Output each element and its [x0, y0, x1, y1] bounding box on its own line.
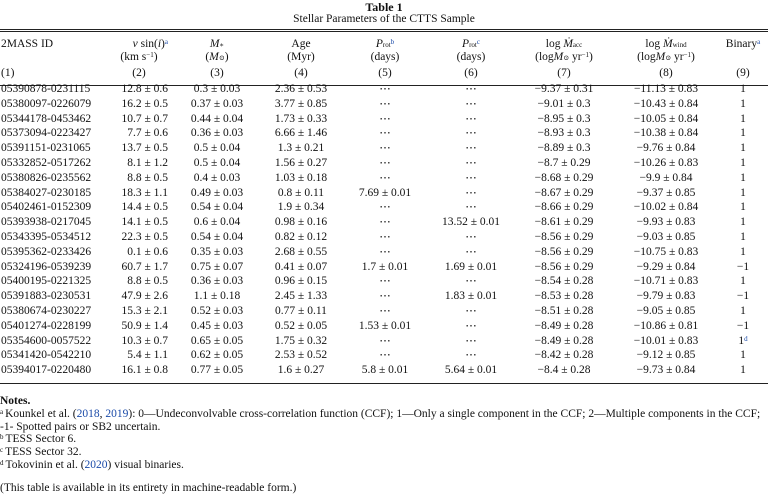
- table-cell: 1.73 ± 0.33: [274, 112, 328, 125]
- table-cell: −10.02 ± 0.84: [633, 201, 699, 214]
- table-cell: ⋯: [465, 230, 477, 243]
- col-number: (8): [659, 66, 673, 79]
- table-cell: 05393938-0217045: [1, 216, 92, 229]
- table-cell: −10.26 ± 0.83: [633, 156, 699, 169]
- table-cell: 1: [740, 142, 746, 155]
- table-row: [0, 334, 768, 349]
- table-cell: ⋯: [465, 275, 477, 288]
- table-row: [0, 230, 768, 245]
- table-cell: −9.79 ± 0.83: [636, 290, 696, 303]
- table-cell: 13.52 ± 0.01: [441, 216, 501, 229]
- col-number: (5): [378, 66, 392, 79]
- table-cell: −10.05 ± 0.84: [633, 112, 699, 125]
- table-cell: −8.56 ± 0.29: [534, 230, 594, 243]
- table-cell: 5.8 ± 0.01: [361, 364, 409, 377]
- col-header-vsini: v $\sin(i)^a$: [132, 38, 168, 50]
- table-cell: ⋯: [465, 112, 477, 125]
- col-number: (6): [464, 66, 478, 79]
- table-cell: ⋯: [465, 349, 477, 362]
- table-cell: 05380097-0226079: [1, 97, 92, 110]
- table-cell: 05332852-0517262: [1, 156, 92, 169]
- table-cell: 05344178-0453462: [1, 112, 92, 125]
- table-cell: ⋯: [465, 83, 477, 95]
- table-cell: 3.77 ± 0.85: [274, 97, 328, 110]
- table-cell: −1: [736, 290, 750, 303]
- col-unit: (logM⊙ $yr^{-1}$): [637, 51, 695, 63]
- table-cell: −10.75 ± 0.83: [633, 245, 699, 258]
- table-cell: 18.3 ± 1.1: [121, 186, 168, 199]
- table-cell: 0.75 ± 0.07: [190, 260, 244, 273]
- table-cell: 1: [740, 127, 746, 140]
- table-cell: 05402461-0152309: [1, 201, 92, 214]
- table-cell: 0.35 ± 0.03: [190, 245, 244, 258]
- table-cell: ⋯: [465, 201, 477, 214]
- table-cell: 5.4 ± 1.1: [127, 349, 168, 362]
- col-number: (2): [132, 66, 146, 79]
- table-row: [0, 126, 768, 141]
- table-cell: 0.98 ± 0.16: [274, 216, 328, 229]
- table-cell: −8.67 ± 0.29: [534, 186, 594, 199]
- table-row: [0, 348, 768, 363]
- table-cell: −8.53 ± 0.28: [534, 290, 594, 303]
- table-cell: ⋯: [465, 334, 477, 347]
- table-cell: −9.76 ± 0.84: [636, 142, 696, 155]
- table-row: [0, 215, 768, 230]
- table-cell: −9.05 ± 0.85: [636, 304, 696, 317]
- table-cell: 0.4 ± 0.03: [193, 171, 241, 184]
- table-title: Table 1: [365, 0, 403, 14]
- table-row: [0, 245, 768, 260]
- table-cell: 0.5 ± 0.04: [193, 142, 241, 155]
- table-cell: 10.7 ± 0.7: [121, 112, 168, 125]
- table-cell: −9.01 ± 0.3: [537, 97, 591, 110]
- table-cell: −8.68 ± 0.29: [534, 171, 594, 184]
- table-row: [0, 304, 768, 319]
- footnote-mark: c: [476, 38, 480, 46]
- table-row: [0, 200, 768, 215]
- citation-link[interactable]: 2019: [105, 408, 129, 420]
- table-row: [0, 289, 768, 304]
- table-cell: 0.36 ± 0.03: [190, 275, 244, 288]
- note-d: $^d$ Tokovinin et al. (2020) visual binaries.: [0, 459, 184, 471]
- table-cell: 13.7 ± 0.5: [121, 142, 168, 155]
- table-subtitle: Stellar Parameters of the CTTS Sample: [293, 13, 475, 25]
- table-cell: ⋯: [379, 245, 391, 258]
- table-cell: 0.77 ± 0.05: [190, 364, 244, 377]
- col-unit: (km $s^{-1}$): [120, 51, 158, 63]
- col-unit: (days): [456, 51, 486, 63]
- table-cell: ⋯: [379, 230, 391, 243]
- notes-heading: Notes.: [0, 395, 31, 407]
- table-cell: 1: [740, 364, 746, 377]
- table-row: [0, 141, 768, 156]
- note-b: $^b$ TESS Sector 6.: [0, 433, 77, 445]
- table-cell: 0.54 ± 0.04: [190, 230, 244, 243]
- table-cell: 0.36 ± 0.03: [190, 127, 244, 140]
- table-cell: 0.37 ± 0.03: [190, 97, 244, 110]
- table-cell: 0.1 ± 0.6: [127, 245, 168, 258]
- table-cell: 05343395-0534512: [1, 230, 92, 243]
- table-cell: −8.95 ± 0.3: [537, 112, 591, 125]
- table-cell: 10.3 ± 0.7: [121, 334, 168, 347]
- col-header-2mass-id: 2MASS ID: [1, 38, 54, 50]
- table-cell: 50.9 ± 1.4: [121, 319, 168, 332]
- table-cell: 05341420-0542210: [1, 349, 92, 362]
- table-cell: ⋯: [379, 290, 391, 303]
- bottom-rule: [0, 383, 768, 384]
- table-cell: ⋯: [465, 186, 477, 199]
- table-cell: −8.49 ± 0.28: [534, 334, 594, 347]
- table-cell: 47.9 ± 2.6: [121, 290, 168, 303]
- header-row-names: [0, 36, 768, 51]
- table-cell: ⋯: [379, 201, 391, 214]
- header-row-numbers: [0, 64, 768, 82]
- table-cell: 0.5 ± 0.04: [193, 156, 241, 169]
- col-unit: (logM⊙ $yr^{-1}$): [535, 51, 593, 63]
- table-cell: 0.6 ± 0.04: [193, 216, 241, 229]
- table-cell: −9.12 ± 0.85: [636, 349, 696, 362]
- col-number: (3): [210, 66, 224, 79]
- table-cell: 60.7 ± 1.7: [121, 260, 168, 273]
- table-cell: 0.96 ± 0.15: [274, 275, 328, 288]
- table-cell: −8.89 ± 0.3: [537, 142, 591, 155]
- table-cell: 7.7 ± 0.6: [127, 127, 168, 140]
- table-cell: ⋯: [465, 304, 477, 317]
- table-cell: 22.3 ± 0.5: [121, 230, 168, 243]
- table-cell: 16.2 ± 0.5: [121, 97, 168, 110]
- col-header-prot-c: Prot$^c$: [462, 38, 480, 50]
- table-cell: 0.44 ± 0.04: [190, 112, 244, 125]
- table-cell: 0.52 ± 0.05: [274, 319, 328, 332]
- top-rule-2: [0, 31, 768, 32]
- table-cell: ⋯: [465, 171, 477, 184]
- table-cell: 1.1 ± 0.18: [193, 290, 241, 303]
- table-cell: −8.51 ± 0.28: [534, 304, 594, 317]
- table-cell: 15.3 ± 2.1: [121, 304, 168, 317]
- col-unit: (M⊙): [205, 51, 229, 63]
- table-cell: 2.68 ± 0.55: [274, 245, 328, 258]
- table-cell: −1: [736, 319, 750, 332]
- table-cell: −9.37 ± 0.31: [534, 83, 594, 95]
- table-cell: −10.01 ± 0.83: [633, 334, 699, 347]
- table-row: [0, 260, 768, 275]
- table-cell: 0.8 ± 0.11: [277, 186, 325, 199]
- table-cell: 0.54 ± 0.04: [190, 201, 244, 214]
- table-cell: 1: [740, 230, 746, 243]
- table-cell: 1.7 ± 0.01: [361, 260, 409, 273]
- col-header-prot-b: Prot$^b$: [375, 38, 395, 50]
- stellar-parameters-table: [0, 36, 768, 378]
- table-cell: 1.03 ± 0.18: [274, 171, 328, 184]
- table-cell: 0.77 ± 0.11: [275, 304, 327, 317]
- table-footer-note: (This table is available in its entirety in machine-readable form.): [0, 482, 297, 494]
- table-cell: −8.54 ± 0.28: [534, 275, 594, 288]
- table-cell: ⋯: [465, 156, 477, 169]
- col-unit: [0, 51, 104, 64]
- col-unit: (days): [370, 51, 400, 63]
- table-cell: 0.3 ± 0.03: [193, 83, 241, 95]
- table-cell: −8.42 ± 0.28: [534, 349, 594, 362]
- table-cell: −8.4 ± 0.28: [537, 364, 591, 377]
- table-cell: −8.93 ± 0.3: [537, 127, 591, 140]
- table-cell: 05324196-0539239: [1, 260, 92, 273]
- header-row-units: [0, 51, 768, 64]
- col-header-mass: M∗: [209, 38, 225, 50]
- table-cell: 1.56 ± 0.27: [274, 156, 328, 169]
- table-cell: 1.83 ± 0.01: [444, 290, 498, 303]
- table-row: [0, 156, 768, 171]
- table-cell: −10.71 ± 0.83: [633, 275, 699, 288]
- table-cell: 16.1 ± 0.8: [121, 364, 168, 377]
- table-cell: 1.9 ± 0.34: [277, 201, 325, 214]
- col-unit: (Myr): [287, 51, 315, 63]
- table-cell: 8.8 ± 0.5: [127, 275, 168, 288]
- col-number: (7): [557, 66, 571, 79]
- table-cell: 0.45 ± 0.03: [190, 319, 244, 332]
- table-cell: 2.53 ± 0.52: [274, 349, 328, 362]
- table-cell: −9.73 ± 0.84: [636, 364, 696, 377]
- table-row: [0, 274, 768, 289]
- table-cell: 1: [740, 112, 746, 125]
- table-cell: 1: [740, 349, 746, 362]
- table-cell: −8.61 ± 0.29: [534, 216, 594, 229]
- table-cell: 14.1 ± 0.5: [121, 216, 168, 229]
- table-cell: ⋯: [379, 97, 391, 110]
- table-body: [0, 82, 768, 378]
- table-cell: 5.64 ± 0.01: [444, 364, 498, 377]
- table-cell: 05380674-0230227: [1, 304, 92, 317]
- table-cell: 05401274-0228199: [1, 319, 92, 332]
- table-cell: ⋯: [379, 275, 391, 288]
- table-cell: −1: [736, 260, 750, 273]
- table-cell: 0.65 ± 0.05: [190, 334, 244, 347]
- col-unit: [718, 51, 768, 64]
- table-cell: 0.41 ± 0.07: [274, 260, 328, 273]
- table-cell: ⋯: [379, 304, 391, 317]
- col-number: (4): [294, 66, 308, 79]
- table-cell: −8.56 ± 0.29: [534, 245, 594, 258]
- note-marker: d: [0, 459, 4, 467]
- table-cell: ⋯: [465, 319, 477, 332]
- col-number: (1): [1, 66, 15, 79]
- table-cell: −9.29 ± 0.84: [636, 260, 696, 273]
- table-cell: 05391883-0230531: [1, 290, 92, 303]
- table-cell: 1: [740, 275, 746, 288]
- table-cell: 1: [740, 216, 746, 229]
- footnote-mark: b: [390, 38, 395, 46]
- table-cell: 05373094-0223427: [1, 127, 92, 140]
- col-header-binary: Binary$^a$: [725, 38, 761, 50]
- table-cell: −11.13 ± 0.83: [633, 83, 699, 95]
- table-cell: 1: [740, 156, 746, 169]
- table-row: [0, 186, 768, 201]
- table-cell: 1.6 ± 0.27: [277, 364, 325, 377]
- table-cell: ⋯: [465, 245, 477, 258]
- table-cell: 2.45 ± 1.33: [274, 290, 328, 303]
- footnote-mark: a: [164, 38, 168, 46]
- note-marker: c: [0, 446, 4, 454]
- table-cell: −9.03 ± 0.85: [636, 230, 696, 243]
- table-cell: −8.56 ± 0.29: [534, 260, 594, 273]
- table-cell: 1: [740, 83, 746, 95]
- col-header-mwind: log Ṁwind: [645, 38, 687, 50]
- footnote-mark: a: [757, 38, 761, 46]
- table-cell: 1.75 ± 0.32: [274, 334, 328, 347]
- citation-link[interactable]: 2018: [76, 408, 100, 420]
- table-row: [0, 319, 768, 334]
- table-cell: −9.9 ± 0.84: [639, 171, 693, 184]
- table-cell: 12.8 ± 0.6: [121, 83, 168, 95]
- citation-link[interactable]: 2020: [84, 459, 108, 471]
- table-cell: 6.66 ± 1.46: [274, 127, 328, 140]
- table-cell: ⋯: [379, 216, 391, 229]
- footnote-mark: d: [744, 334, 748, 343]
- table-cell: 1: [740, 186, 746, 199]
- table-cell: −10.38 ± 0.84: [633, 127, 699, 140]
- table-row: [0, 112, 768, 127]
- note-c: $^c$ TESS Sector 32.: [0, 446, 82, 458]
- table-cell: 05384027-0230185: [1, 186, 92, 199]
- table-cell: 1: [740, 201, 746, 214]
- table-cell: 05390878-0231115: [1, 83, 91, 95]
- table-cell: 0.52 ± 0.03: [190, 304, 244, 317]
- table-cell: ⋯: [379, 334, 391, 347]
- table-cell: 1: [740, 304, 746, 317]
- table-cell: ⋯: [379, 127, 391, 140]
- table-cell: 05395362-0233426: [1, 245, 92, 258]
- table-cell: 05380826-0235562: [1, 171, 92, 184]
- table-cell: 1.3 ± 0.21: [277, 142, 325, 155]
- table-cell: −8.7 ± 0.29: [537, 156, 591, 169]
- top-rule: [0, 29, 768, 30]
- table-cell: 1.69 ± 0.01: [444, 260, 498, 273]
- table-cell: 1: [740, 245, 746, 258]
- table-cell: ⋯: [465, 127, 477, 140]
- table-cell: 14.4 ± 0.5: [121, 201, 168, 214]
- table-cell: −9.93 ± 0.83: [636, 216, 696, 229]
- note-marker: a: [0, 408, 4, 416]
- table-cell: 1$^d$: [738, 334, 748, 347]
- table-cell: ⋯: [379, 142, 391, 155]
- note-a: $^a$ Kounkel et al. (2018, 2019): 0—Undeconvolvable cross-correlation function (CCF); 1—Only a single component in the CCF; 2—Multiple components in the CCF;: [0, 408, 761, 420]
- table-cell: 8.1 ± 1.2: [127, 156, 168, 169]
- table-cell: 8.8 ± 0.5: [127, 171, 168, 184]
- table-row: [0, 82, 768, 97]
- table-cell: 05394017-0220480: [1, 364, 92, 377]
- table-cell: 05354600-0057522: [1, 334, 92, 347]
- table-cell: 1: [740, 97, 746, 110]
- table-cell: 05400195-0221325: [1, 275, 92, 288]
- table-cell: ⋯: [465, 142, 477, 155]
- table-cell: 1: [740, 171, 746, 184]
- table-row: [0, 363, 768, 378]
- table-cell: ⋯: [379, 171, 391, 184]
- table-cell: −9.37 ± 0.85: [636, 186, 696, 199]
- table-cell: ⋯: [379, 112, 391, 125]
- table-cell: ⋯: [465, 97, 477, 110]
- table-row: [0, 97, 768, 112]
- table-cell: ⋯: [379, 349, 391, 362]
- table-cell: 0.62 ± 0.05: [190, 349, 244, 362]
- col-header-age: Age: [291, 38, 311, 50]
- table-cell: 2.36 ± 0.53: [274, 83, 328, 95]
- table-cell: 0.49 ± 0.03: [190, 186, 244, 199]
- note-a-cont: -1- Spotted pairs or SB2 uncertain.: [0, 421, 161, 433]
- table-cell: −8.66 ± 0.29: [534, 201, 594, 214]
- note-marker: b: [0, 433, 4, 441]
- table-cell: 05391151-0231065: [1, 142, 91, 155]
- col-header-macc: log Ṁacc: [545, 38, 583, 50]
- table-cell: 1.53 ± 0.01: [358, 319, 412, 332]
- table-cell: 0.82 ± 0.12: [274, 230, 328, 243]
- table-cell: ⋯: [379, 156, 391, 169]
- table-cell: −10.43 ± 0.84: [633, 97, 699, 110]
- table-cell: −10.86 ± 0.81: [633, 319, 699, 332]
- table-cell: −8.49 ± 0.28: [534, 319, 594, 332]
- table-row: [0, 171, 768, 186]
- table-cell: 7.69 ± 0.01: [358, 186, 412, 199]
- table-cell: ⋯: [379, 83, 391, 95]
- col-number: (9): [736, 66, 750, 79]
